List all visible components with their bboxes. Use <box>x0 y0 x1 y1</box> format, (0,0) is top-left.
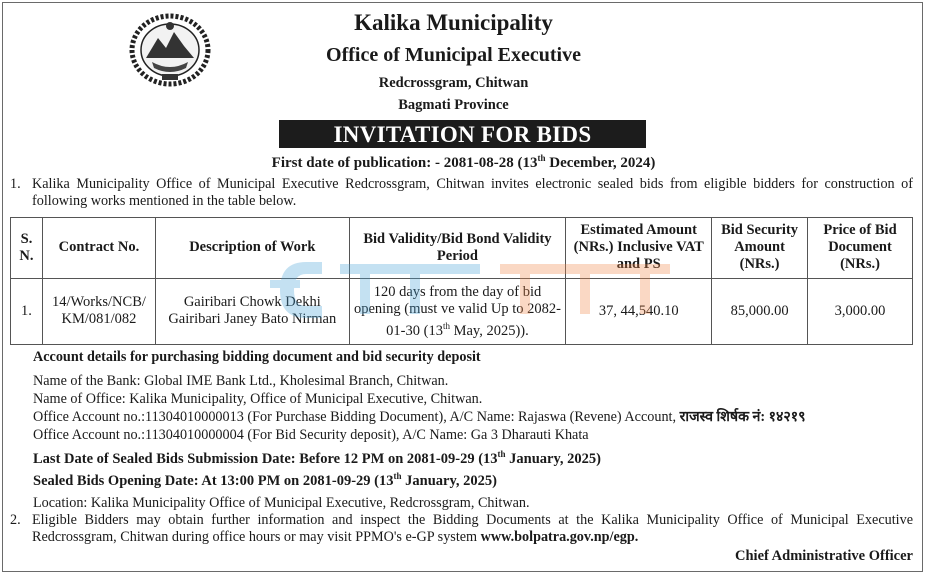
intro-text: Kalika Municipality Office of Municipal Executive Redcrossgram, Chitwan invites electronic sealed bids from eligible bidders for construction of following works mentioned in the table below. <box>32 176 913 209</box>
account-number-1: Office Account no.:11304010000013 (For Purchase Bidding Document), A/C Name: Rajaswa (Revene) Account, राजस्व शिर्षक नं: १४२१९ <box>33 409 806 425</box>
notice-banner: INVITATION FOR BIDS <box>279 120 646 148</box>
table-row <box>11 278 913 344</box>
account-number-2: Office Account no.:11304010000004 (For Bid Security deposit), A/C Name: Ga 3 Dharauti Khata <box>33 427 589 443</box>
info-paragraph <box>10 512 913 546</box>
intro-number: 1. <box>10 176 21 192</box>
cell-contract: 14/Works/NCB/ KM/081/082 <box>42 278 155 344</box>
org-name: Kalika Municipality <box>354 10 553 35</box>
col-header-sn: S. N. <box>11 218 43 279</box>
bid-table <box>10 217 913 345</box>
signature: Chief Administrative Officer <box>735 548 913 564</box>
info-number: 2. <box>10 512 21 528</box>
info-text: Eligible Bidders may obtain further information and inspect the Bidding Documents at the Kalika Municipality Office of Municipal Executive Redcrossgram, Chitwan during office hours or may visit PPMO's e-GP system www.bolpatra.gov.np/egp. <box>32 512 913 545</box>
cell-estimate: 37, 44,540.10 <box>566 278 712 344</box>
col-header-price: Price of Bid Document (NRs.) <box>808 218 913 279</box>
col-header-validity: Bid Validity/Bid Bond Validity Period <box>349 218 566 279</box>
opening-date: Sealed Bids Opening Date: At 13:00 PM on 2081-09-29 (13th January, 2025) <box>33 471 497 489</box>
col-header-description: Description of Work <box>155 218 349 279</box>
egp-link[interactable]: www.bolpatra.gov.np/egp. <box>480 529 639 545</box>
cell-validity: 120 days from the day of bid opening (must ve valid Up to 2082-01-30 (13th May, 2025)). <box>349 278 566 344</box>
office-address: Redcrossgram, Chitwan <box>378 75 529 91</box>
table-header-row <box>11 218 913 279</box>
intro-paragraph <box>10 176 913 210</box>
cell-security: 85,000.00 <box>712 278 808 344</box>
col-header-contract: Contract No. <box>42 218 155 279</box>
office-name-line: Name of Office: Kalika Municipality, Office of Municipal Executive, Chitwan. <box>33 391 483 407</box>
bank-name: Name of the Bank: Global IME Bank Ltd., Kholesimal Branch, Chitwan. <box>33 373 449 389</box>
cell-description: Gairibari Chowk Dekhi Gairibari Janey Bato Nirman <box>155 278 349 344</box>
account-section-title: Account details for purchasing bidding document and bid security deposit <box>33 349 481 365</box>
submission-deadline: Last Date of Sealed Bids Submission Date: Before 12 PM on 2081-09-29 (13th January, 2025) <box>33 449 602 467</box>
col-header-security: Bid Security Amount (NRs.) <box>712 218 808 279</box>
publication-date: First date of publication: - 2081-08-28 (13th December, 2024) <box>271 153 656 171</box>
revenue-code: राजस्व शिर्षक नं: १४२१९ <box>679 409 806 425</box>
office-province: Bagmati Province <box>398 97 509 113</box>
col-header-estimate: Estimated Amount (NRs.) Inclusive VAT and PS <box>566 218 712 279</box>
cell-price: 3,000.00 <box>808 278 913 344</box>
cell-sn: 1. <box>11 278 43 344</box>
office-name: Office of Municipal Executive <box>326 44 581 66</box>
location: Location: Kalika Municipality Office of Municipal Executive, Redcrossgram, Chitwan. <box>33 495 530 511</box>
